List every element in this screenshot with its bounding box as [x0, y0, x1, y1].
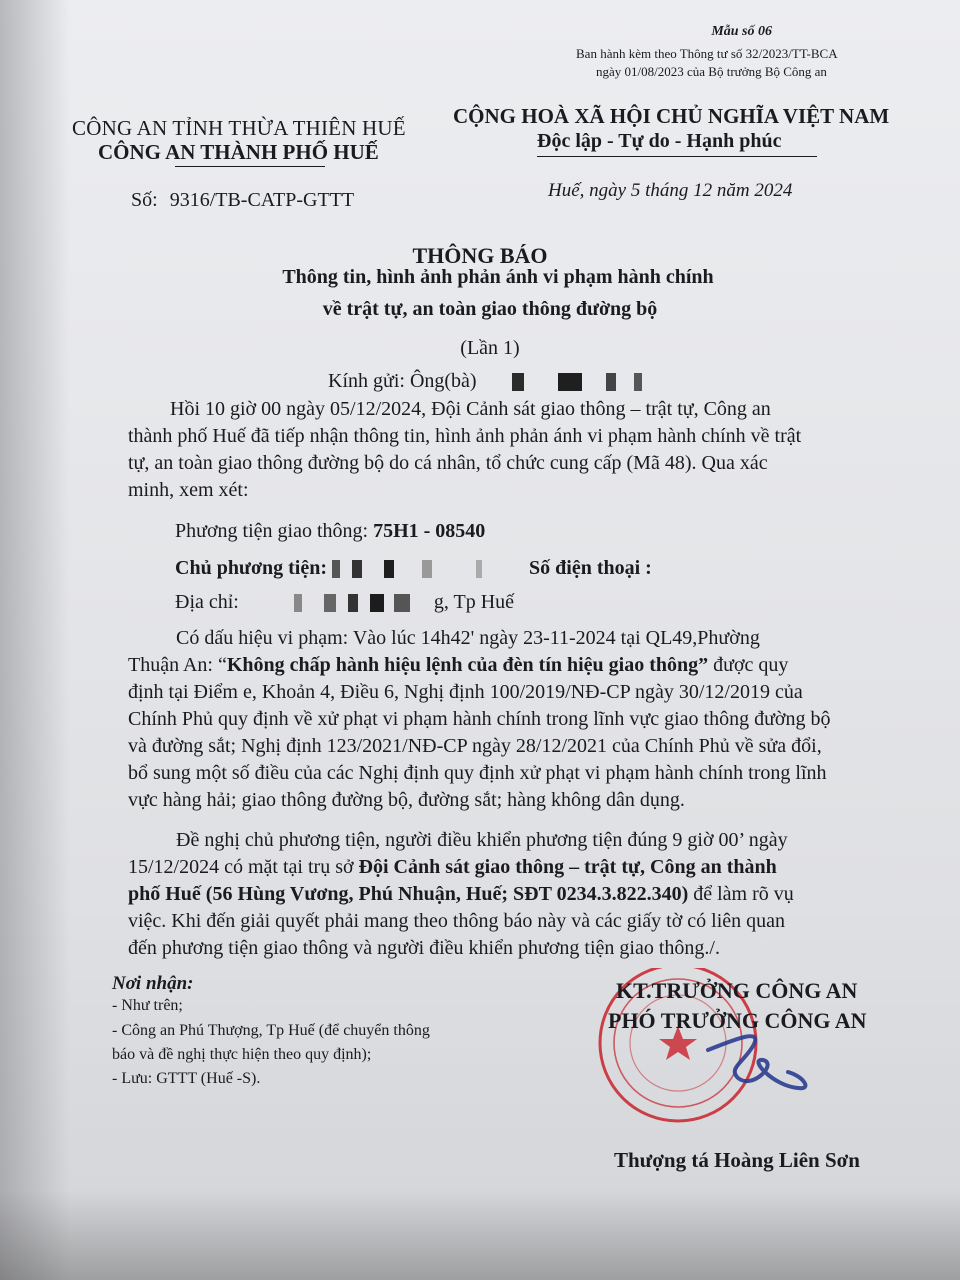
recipient-line: [328, 370, 672, 393]
request-office: Đội Cảnh sát giao thông – trật tự, Công an thành: [358, 856, 777, 878]
form-number: Mẫu số 06: [711, 24, 772, 39]
violation-paragraph: [128, 625, 908, 814]
request-address: phố Huế (56 Hùng Vương, Phú Nhuận, Huế; SĐT 0234.3.822.340): [128, 883, 689, 905]
violation-offense: Không chấp hành hiệu lệnh của đèn tín hiệu giao thông”: [226, 654, 709, 676]
owner-label: Chủ phương tiện:: [175, 557, 328, 579]
address-tail: g, Tp Huế: [433, 591, 515, 613]
violation-text: được quy: [708, 654, 789, 676]
phone-label: Số điện thoại :: [529, 557, 652, 579]
page-shadow-left: [0, 0, 70, 1280]
redacted-owner: [332, 560, 524, 578]
vehicle-field: [175, 520, 485, 543]
place-date: Huế, ngày 5 tháng 12 năm 2024: [548, 180, 793, 201]
request-line: [128, 854, 920, 881]
intro-line: thành phố Huế đã tiếp nhận thông tin, hình ảnh phản ánh vi phạm hành chính về trật: [128, 425, 802, 447]
document-subtitle-1: Thông tin, hình ảnh phản ánh vi phạm hành chính: [282, 266, 714, 288]
notice-round: (Lần 1): [460, 337, 520, 359]
agency-lower: CÔNG AN THÀNH PHỐ HUẾ: [98, 140, 379, 164]
nation-heading: CỘNG HOÀ XÃ HỘI CHỦ NGHĨA VIỆT NAM: [453, 104, 890, 128]
signature-title-2: PHÓ TRƯỞNG CÔNG AN: [608, 1008, 867, 1033]
violation-line: Chính Phủ quy định về xử phạt vi phạm hành chính trong lĩnh vực giao thông đường bộ: [128, 708, 831, 730]
recipient-label: Kính gửi: Ông(bà): [328, 370, 477, 392]
address-field: [175, 591, 514, 614]
owner-field: [175, 557, 652, 580]
recipients-item: - Công an Phú Thượng, Tp Huế (để chuyển thông: [112, 1022, 430, 1039]
intro-line: minh, xem xét:: [128, 479, 249, 501]
request-text: để làm rõ vụ: [688, 883, 794, 905]
violation-line: [128, 652, 908, 679]
document-number-label: Số:: [131, 189, 158, 211]
agency-upper: CÔNG AN TỈNH THỪA THIÊN HUẾ: [72, 116, 406, 140]
recipients-title: Nơi nhận:: [112, 973, 194, 994]
vehicle-label: Phương tiện giao thông:: [175, 520, 369, 542]
recipients-item: - Như trên;: [112, 997, 183, 1014]
motto-underline: [537, 156, 817, 157]
recipients-item: báo và đề nghị thực hiện theo quy định);: [112, 1046, 372, 1063]
request-text: 15/12/2024 có mặt tại trụ sở: [128, 856, 359, 878]
document-number-value: 9316/TB-CATP-GTTT: [169, 189, 355, 211]
request-line: Đề nghị chủ phương tiện, người điều khiển phương tiện đúng 9 giờ 00’ ngày: [176, 829, 788, 851]
form-issued-line-1: Ban hành kèm theo Thông tư số 32/2023/TT-BCA: [576, 46, 838, 61]
intro-paragraph: [128, 396, 894, 504]
violation-line: vực hàng hải; giao thông đường bộ, đường sắt; hàng không dân dụng.: [128, 789, 685, 811]
violation-line: bổ sung một số điều của các Nghị định quy định xử phạt vi phạm hành chính trong lĩnh: [128, 762, 827, 784]
agency-underline: [175, 166, 325, 167]
violation-line: Có dấu hiệu vi phạm: Vào lúc 14h42' ngày 23-11-2024 tại QL49,Phường: [176, 627, 760, 649]
national-motto: Độc lập - Tự do - Hạnh phúc: [537, 130, 782, 152]
violation-line: và đường sắt; Nghị định 123/2021/NĐ-CP ngày 28/12/2021 của Chính Phủ về sửa đổi,: [128, 735, 822, 757]
recipients-item: - Lưu: GTTT (Huế -S).: [112, 1070, 261, 1087]
document-title: THÔNG BÁO: [412, 243, 548, 268]
signature-title-1: KT.TRƯỞNG CÔNG AN: [616, 978, 858, 1003]
intro-line: Hồi 10 giờ 00 ngày 05/12/2024, Đội Cảnh sát giao thông – trật tự, Công an: [170, 398, 771, 420]
violation-line: định tại Điểm e, Khoản 4, Điều 6, Nghị định 100/2019/NĐ-CP ngày 30/12/2019 của: [128, 681, 803, 703]
signer-name: Thượng tá Hoàng Liên Sơn: [614, 1148, 860, 1172]
violation-text: Thuận An: “: [128, 654, 227, 676]
vehicle-plate: 75H1 - 08540: [373, 520, 486, 542]
form-issued-line-2: ngày 01/08/2023 của Bộ trưởng Bộ Công an: [596, 64, 827, 79]
address-label: Địa chỉ:: [175, 591, 239, 613]
request-paragraph: [128, 827, 920, 962]
redacted-name: [482, 373, 672, 391]
request-line: [128, 881, 920, 908]
redacted-address: [244, 594, 434, 612]
request-line: đến phương tiện giao thông và người điều khiển phương tiện giao thông./.: [128, 937, 720, 959]
intro-line: tự, an toàn giao thông đường bộ do cá nhân, tổ chức cung cấp (Mã 48). Qua xác: [128, 452, 768, 474]
request-line: việc. Khi đến giải quyết phải mang theo thông báo này và các giấy tờ có liên quan: [128, 910, 786, 932]
document-subtitle-2: về trật tự, an toàn giao thông đường bộ: [322, 298, 658, 320]
page-shadow-bottom: [0, 1190, 960, 1280]
document-number: [131, 189, 354, 212]
